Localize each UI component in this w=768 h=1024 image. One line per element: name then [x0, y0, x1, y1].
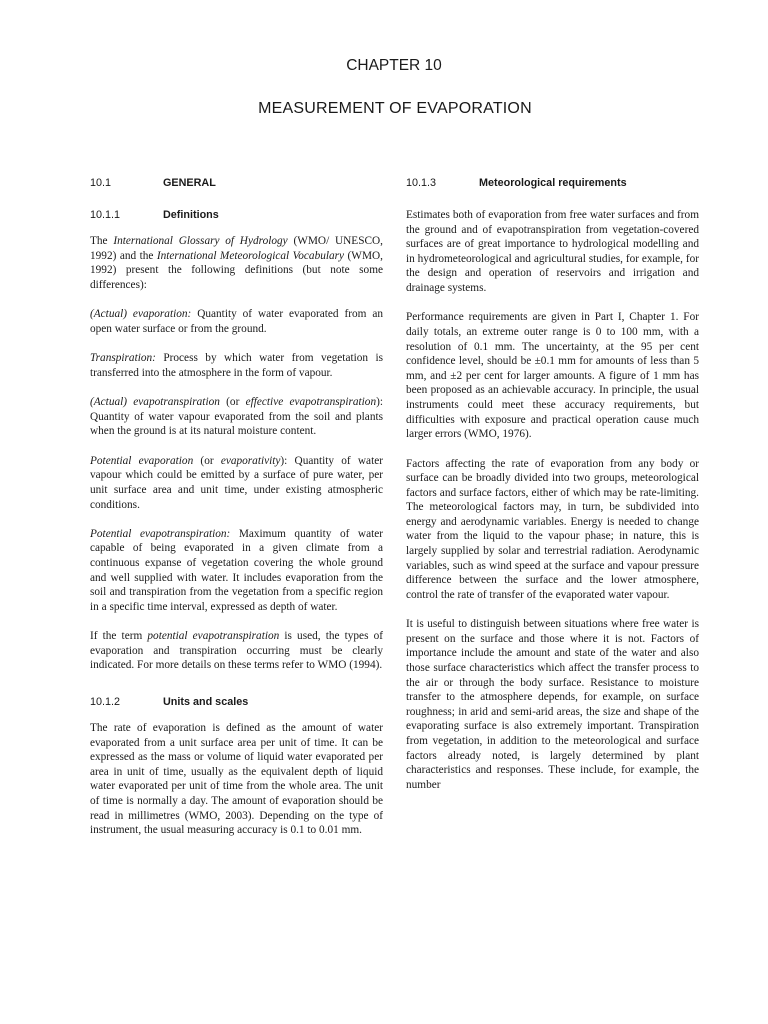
section-heading-10-1-3	[406, 176, 699, 190]
definition-term: evaporativity	[220, 454, 281, 467]
section-label: Definitions	[163, 209, 219, 221]
section-number: 10.1	[90, 177, 112, 189]
right-column	[406, 176, 699, 807]
text: is used, the types of evaporation and transpiration occurring must be clearly indicated. For more details on these terms refer to WMO (1994).	[90, 630, 383, 672]
definition-term: (Actual) evapotranspiration	[90, 396, 220, 409]
paragraph-estimates: Estimates both of evaporation from free water surfaces and from the ground and of evapotranspiration from vegetation-covered surfaces are of great importance to hydrological modelling and in hydrometeorological and agricultural studies, for example, for the design and operation of reservoirs and irrigation and drainage systems.	[406, 209, 699, 294]
section-label: GENERAL	[163, 177, 216, 189]
section-label: Meteorological requirements	[479, 177, 627, 189]
section-heading-10-1	[90, 176, 383, 190]
paragraph-glossary-intro	[90, 234, 383, 292]
definition-term: (Actual) evaporation:	[90, 308, 192, 321]
text: (WMO/ UNESCO, 1992) and the	[90, 235, 383, 262]
paragraph-free-water: It is useful to distinguish between situations where free water is present on the surface and those where it is not. Factors of importance include the amount and state of the water and also those surface characteristics which affect the transfer process to the air or through the body surface. Resistance to moisture transfer to the atmosphere depends, for example, on surface roughness; in arid and semi-arid areas, the size and shape of the evaporating surface is also extremely important. Transpiration from vegetation, in addition to the meteorological and surface factors already noted, is largely determined by plant characteristics and responses. These include, for example, the number	[406, 618, 699, 791]
definition-actual-evapotranspiration	[90, 395, 383, 439]
definition-transpiration	[90, 351, 383, 380]
text: (WMO, 1992) present the following definitions (but note some differences):	[90, 249, 383, 291]
section-number: 10.1.1	[90, 209, 121, 221]
italic-text: potential evapotranspiration	[147, 630, 280, 643]
definition-potential-evaporation	[90, 454, 383, 512]
definition-text: ): Quantity of water vapour evaporated from the soil and plants when the ground is at its natural moisture content.	[90, 396, 383, 438]
italic-text: International Glossary of Hydrology	[113, 235, 288, 247]
paragraph-factors: Factors affecting the rate of evaporation from any body or surface can be broadly divided into two groups, meteorological factors and surface factors, either of which may be rate-limiting. The meteorological factors may, in turn, be subdivided into energy and aerodynamic variables. Energy is needed to change water from the liquid to the vapour phase; in nature, this is largely supplied by solar and terrestrial radiation. Aerodynamic variables, such as wind speed at the surface and vapour pressure difference between the surface and the lower atmosphere, control the rate of transfer of the evaporated water vapour.	[406, 457, 699, 601]
section-heading-10-1-2	[90, 695, 383, 709]
definition-text: Maximum quantity of water capable of being evaporated in a given climate from a continuous expanse of vegetation covering the whole ground and well supplied with water. It includes evaporation from the soil and transpiration from the vegetation from a specific region in a specific time interval, expressed as depth of water.	[90, 527, 383, 613]
section-number: 10.1.2	[90, 696, 121, 709]
text: (or	[219, 396, 246, 409]
text: (or	[193, 454, 221, 467]
definition-term: Potential evaporation	[90, 454, 194, 467]
paragraph-term-usage	[90, 629, 383, 673]
definition-term: Transpiration:	[90, 352, 156, 365]
left-column	[90, 176, 383, 853]
text: The	[90, 235, 114, 247]
paragraph-performance: Performance requirements are given in Part I, Chapter 1. For daily totals, an extreme outer range is 0 to 100 mm, with a resolution of 0.1 mm. The uncertainty, at the 95 per cent confidence level, should be ±0.1 mm for amounts of less than 5 mm, and ±2 per cent for larger amounts. A figure of 1 mm has been proposed as an achievable accuracy. In principle, the usual instruments could meet these accuracy requirements, but difficulties with exposure and practical operation cause much larger errors (WMO, 1976).	[406, 311, 699, 441]
section-heading-10-1-1	[90, 208, 383, 222]
definition-text: ): Quantity of water vapour which could be emitted by a surface of pure water, per unit surface area and unit time, under existing atmospheric conditions.	[90, 454, 383, 511]
definition-text: Process by which water from vegetation is transferred into the atmosphere in the form of vapour.	[90, 352, 383, 379]
text: If the term	[90, 630, 148, 643]
chapter-title: MEASUREMENT OF EVAPORATION	[258, 100, 532, 117]
italic-text: International Meteorological Vocabulary	[156, 249, 345, 262]
definition-actual-evaporation	[90, 307, 383, 336]
definition-term: effective evapotranspiration	[245, 396, 377, 409]
definition-potential-evapotranspiration	[90, 527, 383, 615]
section-label: Units and scales	[163, 696, 249, 709]
section-number: 10.1.3	[406, 177, 437, 189]
chapter-label: CHAPTER 10	[346, 57, 442, 74]
definition-term: Potential evapotranspiration:	[90, 527, 231, 540]
definition-text: Quantity of water evaporated from an open water surface or from the ground.	[90, 308, 383, 335]
paragraph-units: The rate of evaporation is defined as the amount of water evaporated from a unit surface area per unit of time. It can be expressed as the mass or volume of liquid water evaporated per area in unit of time, usually as the equivalent depth of liquid water evaporated per unit of time from the whole area. The unit of time is normally a day. The amount of evaporation should be read in millimetres (WMO, 2003). Depending on the type of instrument, the usual measuring accuracy is 0.1 to 0.01 mm.	[90, 722, 383, 837]
